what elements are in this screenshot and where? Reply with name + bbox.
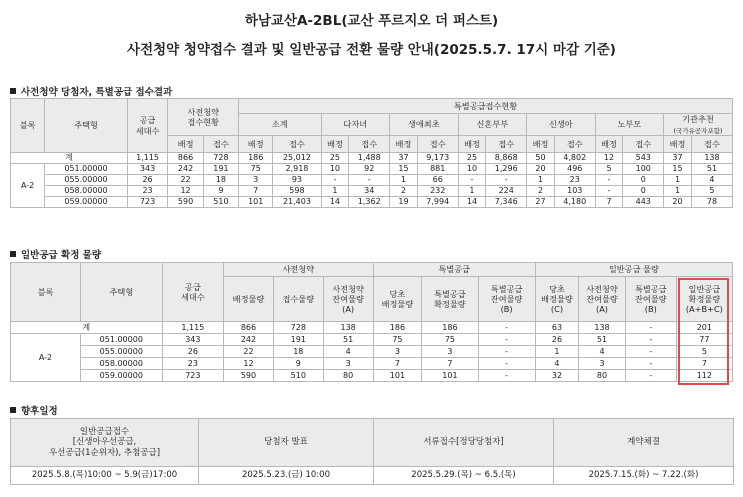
table-row: [11, 370, 733, 382]
data-cell: 93: [273, 175, 321, 186]
table-row: [11, 334, 733, 346]
data-cell: 10: [321, 164, 349, 175]
data-cell: 191: [273, 334, 323, 346]
data-cell: -: [478, 334, 535, 346]
schedule-row: [11, 467, 734, 485]
header-special-confirmed: 특별공급 확정물량: [422, 277, 478, 322]
data-cell: 112: [676, 370, 732, 382]
data-cell: 138: [691, 153, 732, 164]
header-presale-status: 사전청약 접수현황: [168, 99, 239, 136]
housing-type-cell: 055.00000: [80, 346, 162, 358]
data-cell: 138: [323, 322, 373, 334]
data-cell: 103: [554, 186, 595, 197]
header-received: 접수: [349, 136, 390, 153]
header-received: 접수: [417, 136, 458, 153]
data-cell: 66: [417, 175, 458, 186]
table-total-row: [11, 153, 733, 164]
data-cell: 866: [168, 153, 203, 164]
data-cell: 21,403: [273, 197, 321, 208]
data-cell: 1: [664, 175, 692, 186]
housing-type-cell: 058.00000: [80, 358, 162, 370]
header-general-confirmed: 일반공급 확정물량 (A+B+C): [676, 277, 732, 322]
header-supply-units: 공급 세대수: [162, 263, 223, 322]
data-cell: 26: [127, 175, 168, 186]
header-supply-units: 공급 세대수: [127, 99, 168, 153]
header-general: 일반공급 물량: [535, 263, 732, 277]
bullet-square-icon: [10, 88, 16, 94]
data-cell: 728: [273, 322, 323, 334]
data-cell: 101: [239, 197, 273, 208]
data-cell: -: [595, 175, 623, 186]
data-cell: 343: [127, 164, 168, 175]
data-cell: 51: [691, 164, 732, 175]
data-cell: 75: [422, 334, 478, 346]
data-cell: 14: [458, 197, 486, 208]
data-cell: 4: [691, 175, 732, 186]
data-cell: 26: [535, 334, 578, 346]
header-presale: 사전청약: [224, 263, 373, 277]
data-cell: 723: [162, 370, 223, 382]
header-allocated: 배정: [595, 136, 623, 153]
data-cell: 510: [203, 197, 238, 208]
section2-heading: [10, 247, 101, 261]
header-allocated: 배정: [239, 136, 273, 153]
data-cell: 242: [224, 334, 274, 346]
data-cell: 78: [691, 197, 732, 208]
data-cell: 7: [595, 197, 623, 208]
data-cell: 12: [224, 358, 274, 370]
data-cell: -: [625, 346, 676, 358]
header-newborn: 신생아: [527, 114, 596, 136]
data-cell: 10: [458, 164, 486, 175]
schedule-announcement-date: 2025.5.23.(금) 10:00: [199, 467, 374, 485]
data-cell: 9: [273, 358, 323, 370]
data-cell: 7: [422, 358, 478, 370]
block-cell: A-2: [11, 164, 45, 208]
data-cell: 510: [273, 370, 323, 382]
header-received: 접수: [486, 136, 527, 153]
header-alloc-qty: 배정물량: [224, 277, 274, 322]
header-allocated: 배정: [390, 136, 418, 153]
header-block: 블록: [11, 263, 81, 322]
data-cell: 80: [323, 370, 373, 382]
data-cell: 4: [323, 346, 373, 358]
data-cell: 101: [422, 370, 478, 382]
data-cell: 51: [323, 334, 373, 346]
header-first-life: 생애최초: [390, 114, 459, 136]
data-cell: 881: [417, 164, 458, 175]
data-cell: 1: [458, 186, 486, 197]
data-cell: 4,802: [554, 153, 595, 164]
header-presale-remaining: 사전청약 잔여물량 (A): [323, 277, 373, 322]
data-cell: 3: [579, 358, 626, 370]
data-cell: 32: [535, 370, 578, 382]
table-row: [11, 346, 733, 358]
data-cell: 26: [162, 346, 223, 358]
data-cell: 63: [535, 322, 578, 334]
section3-heading: [10, 403, 58, 417]
data-cell: 2,918: [273, 164, 321, 175]
header-allocated: 배정: [168, 136, 203, 153]
schedule-table: [10, 418, 734, 485]
data-cell: 80: [579, 370, 626, 382]
data-cell: 22: [168, 175, 203, 186]
header-document-submission: 서류접수[정당당첨자]: [374, 419, 554, 467]
schedule-document-dates: 2025.5.29.(목) ~ 6.5.(목): [374, 467, 554, 485]
data-cell: 1: [664, 186, 692, 197]
data-cell: 19: [390, 197, 418, 208]
presale-special-results-table: [10, 98, 733, 208]
data-cell: 2: [527, 186, 555, 197]
data-cell: -: [625, 334, 676, 346]
data-cell: -: [625, 358, 676, 370]
data-cell: 18: [273, 346, 323, 358]
data-cell: 75: [239, 164, 273, 175]
data-cell: -: [486, 175, 527, 186]
header-general-special-remaining: 특별공급 잔여물량 (B): [625, 277, 676, 322]
section2-heading-text: 일반공급 확정 물량: [21, 250, 102, 261]
data-cell: 186: [422, 322, 478, 334]
table-total-row: [11, 322, 733, 334]
header-received: 접수: [554, 136, 595, 153]
header-allocated: 배정: [458, 136, 486, 153]
schedule-application-dates: 2025.5.8.(목)10:00 ~ 5.9(금)17:00: [11, 467, 199, 485]
data-cell: 443: [623, 197, 664, 208]
housing-type-cell: 055.00000: [45, 175, 127, 186]
data-cell: 9: [203, 186, 238, 197]
header-special-initial: 당초 배정물량: [373, 277, 422, 322]
housing-type-cell: 051.00000: [45, 164, 127, 175]
data-cell: 7: [239, 186, 273, 197]
data-cell: -: [458, 175, 486, 186]
data-cell: -: [595, 186, 623, 197]
table-row: [11, 358, 733, 370]
data-cell: 22: [224, 346, 274, 358]
data-cell: 75: [373, 334, 422, 346]
data-cell: 18: [203, 175, 238, 186]
block-cell: A-2: [11, 334, 81, 382]
data-cell: 496: [554, 164, 595, 175]
housing-type-cell: 058.00000: [45, 186, 127, 197]
data-cell: 1,488: [349, 153, 390, 164]
table-row: [11, 164, 733, 175]
data-cell: 5: [691, 186, 732, 197]
data-cell: 8,868: [486, 153, 527, 164]
data-cell: 1: [321, 186, 349, 197]
section3-heading-text: 향후일정: [21, 406, 58, 417]
data-cell: 723: [127, 197, 168, 208]
data-cell: 1,115: [162, 322, 223, 334]
data-cell: 14: [321, 197, 349, 208]
data-cell: 20: [664, 197, 692, 208]
data-cell: 186: [239, 153, 273, 164]
data-cell: 25: [458, 153, 486, 164]
header-received: 접수: [623, 136, 664, 153]
header-special: 특별공급: [373, 263, 535, 277]
data-cell: 1,296: [486, 164, 527, 175]
data-cell: 242: [168, 164, 203, 175]
data-cell: 191: [203, 164, 238, 175]
data-cell: 590: [224, 370, 274, 382]
data-cell: 1,115: [127, 153, 168, 164]
data-cell: 23: [127, 186, 168, 197]
table-row: [11, 197, 733, 208]
data-cell: 5: [676, 346, 732, 358]
data-cell: 0: [623, 175, 664, 186]
data-cell: 0: [623, 186, 664, 197]
general-supply-confirmed-table: [10, 262, 733, 382]
data-cell: 77: [676, 334, 732, 346]
bullet-square-icon: [10, 407, 16, 413]
housing-type-cell: 계: [11, 322, 163, 334]
header-housing-type: 주택형: [45, 99, 127, 153]
data-cell: 34: [349, 186, 390, 197]
data-cell: 3: [373, 346, 422, 358]
data-cell: -: [478, 322, 535, 334]
data-cell: 25,012: [273, 153, 321, 164]
data-cell: 4: [579, 346, 626, 358]
data-cell: 23: [554, 175, 595, 186]
data-cell: 4: [535, 358, 578, 370]
data-cell: 27: [527, 197, 555, 208]
header-received: 접수: [203, 136, 238, 153]
data-cell: 101: [373, 370, 422, 382]
data-cell: 5: [595, 164, 623, 175]
data-cell: 728: [203, 153, 238, 164]
data-cell: 543: [623, 153, 664, 164]
data-cell: 15: [390, 164, 418, 175]
header-allocated: 배정: [321, 136, 349, 153]
header-received: 접수: [691, 136, 732, 153]
data-cell: 20: [527, 164, 555, 175]
data-cell: 7,346: [486, 197, 527, 208]
header-received: 접수: [273, 136, 321, 153]
data-cell: 23: [162, 358, 223, 370]
header-institution: 기관추천 (국가유공자포함): [664, 114, 733, 136]
section1-heading: [10, 84, 172, 98]
data-cell: 1: [390, 175, 418, 186]
data-cell: 15: [664, 164, 692, 175]
data-cell: -: [625, 370, 676, 382]
data-cell: -: [321, 175, 349, 186]
data-cell: 7: [676, 358, 732, 370]
header-contract-signing: 계약체결: [554, 419, 734, 467]
header-recv-qty: 접수물량: [273, 277, 323, 322]
data-cell: 37: [390, 153, 418, 164]
data-cell: 50: [527, 153, 555, 164]
data-cell: 866: [224, 322, 274, 334]
data-cell: 9,173: [417, 153, 458, 164]
data-cell: 12: [168, 186, 203, 197]
header-elderly-parents: 노부모: [595, 114, 664, 136]
data-cell: -: [478, 358, 535, 370]
header-newlywed: 신혼부부: [458, 114, 527, 136]
data-cell: 25: [321, 153, 349, 164]
header-general-application: 일반공급접수 [신생아우선공급, 우선공급(1순위자), 추첨공급]: [11, 419, 199, 467]
data-cell: 7: [373, 358, 422, 370]
header-special-remaining: 특별공급 잔여물량 (B): [478, 277, 535, 322]
header-general-presale-remaining: 사전청약 잔여물량 (A): [579, 277, 626, 322]
data-cell: 100: [623, 164, 664, 175]
data-cell: 1: [535, 346, 578, 358]
data-cell: 232: [417, 186, 458, 197]
header-multichild: 다자녀: [321, 114, 390, 136]
data-cell: 37: [664, 153, 692, 164]
data-cell: 4,180: [554, 197, 595, 208]
data-cell: 3: [239, 175, 273, 186]
data-cell: 186: [373, 322, 422, 334]
header-allocated: 배정: [664, 136, 692, 153]
data-cell: 12: [595, 153, 623, 164]
header-winner-announcement: 당첨자 발표: [199, 419, 374, 467]
header-housing-type: 주택형: [80, 263, 162, 322]
housing-type-cell: 059.00000: [45, 197, 127, 208]
page-subtitle: 사전청약 청약접수 결과 및 일반공급 전환 물량 안내(2025.5.7. 17시 마감 기준): [127, 42, 616, 58]
data-cell: -: [625, 322, 676, 334]
page-title: 하남교산A-2BL(교산 푸르지오 더 퍼스트): [244, 13, 499, 29]
section1-heading-text: 사전청약 당첨자, 특별공급 접수결과: [21, 87, 173, 98]
data-cell: 590: [168, 197, 203, 208]
data-cell: 3: [422, 346, 478, 358]
housing-type-cell: 계: [11, 153, 128, 164]
data-cell: 1,362: [349, 197, 390, 208]
data-cell: -: [478, 346, 535, 358]
header-special-group: 특별공급접수현황: [239, 99, 733, 114]
data-cell: 7,994: [417, 197, 458, 208]
schedule-contract-dates: 2025.7.15.(화) ~ 7.22.(화): [554, 467, 734, 485]
data-cell: 2: [390, 186, 418, 197]
data-cell: 598: [273, 186, 321, 197]
data-cell: 92: [349, 164, 390, 175]
bullet-square-icon: [10, 251, 16, 257]
data-cell: 224: [486, 186, 527, 197]
data-cell: 3: [323, 358, 373, 370]
header-block: 블록: [11, 99, 45, 153]
housing-type-cell: 059.00000: [80, 370, 162, 382]
header-allocated: 배정: [527, 136, 555, 153]
housing-type-cell: 051.00000: [80, 334, 162, 346]
table-row: [11, 186, 733, 197]
header-subtotal: 소계: [239, 114, 321, 136]
data-cell: 343: [162, 334, 223, 346]
data-cell: -: [349, 175, 390, 186]
data-cell: 1: [527, 175, 555, 186]
header-general-initial: 당초 배정물량 (C): [535, 277, 578, 322]
table-row: [11, 175, 733, 186]
data-cell: 138: [579, 322, 626, 334]
data-cell: 201: [676, 322, 732, 334]
data-cell: 51: [579, 334, 626, 346]
data-cell: -: [478, 370, 535, 382]
